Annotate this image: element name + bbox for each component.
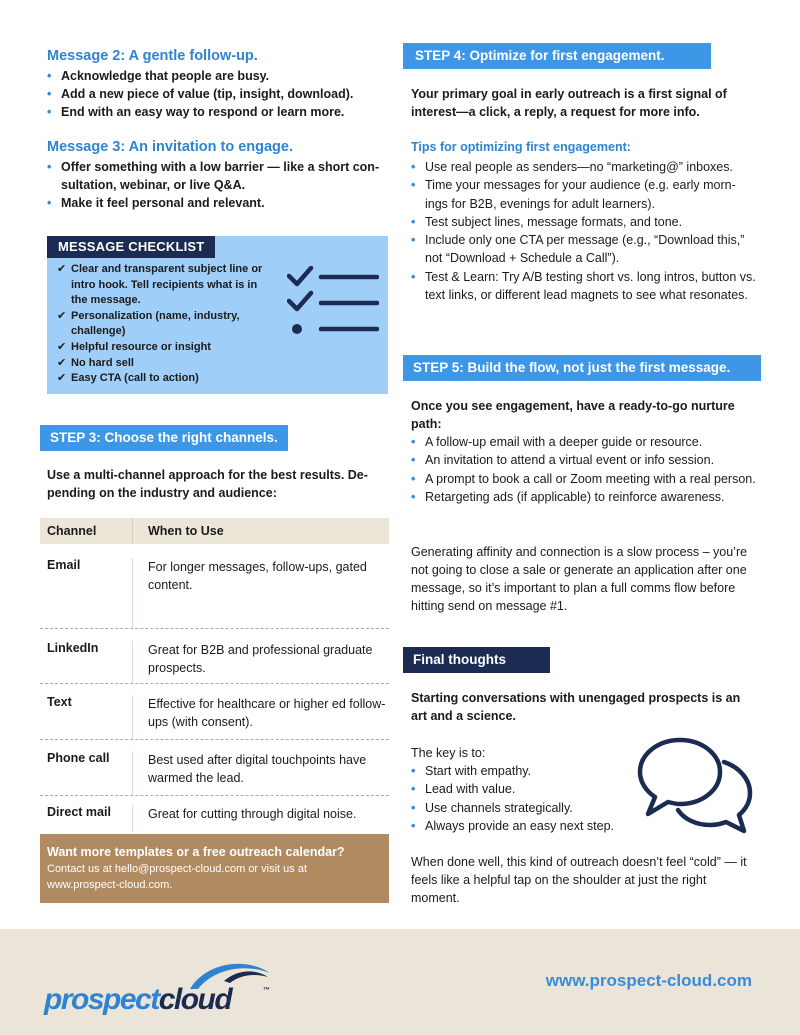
channel-name: Text bbox=[47, 695, 72, 709]
message3-section bbox=[47, 139, 387, 212]
list-item: • Use real people as senders—no “marketing@” inboxes. bbox=[411, 158, 756, 176]
cta-box bbox=[40, 834, 389, 903]
step3-badge: STEP 3: Choose the right channels. bbox=[40, 425, 288, 451]
tips-list bbox=[411, 158, 756, 304]
list-item: • End with an easy way to respond or learn more. bbox=[47, 103, 387, 121]
final-badge: Final thoughts bbox=[403, 647, 550, 673]
check-icon: ✔ bbox=[57, 263, 67, 275]
list-item: • An invitation to attend a virtual event or info session. bbox=[411, 451, 756, 469]
step5-list bbox=[411, 433, 756, 506]
checklist-item: ✔ No hard sell bbox=[57, 356, 267, 372]
footer bbox=[0, 929, 800, 1035]
step5-intro: Once you see engagement, have a ready-to-go nurture path: bbox=[411, 399, 735, 431]
message2-section bbox=[47, 48, 387, 121]
message2-title: Message 2: A gentle follow-up. bbox=[47, 48, 258, 64]
step4-badge: STEP 4: Optimize for first engagement. bbox=[403, 43, 711, 69]
cta-text[interactable]: Contact us at hello@prospect-cloud.com or visit us at www.prospect-cloud.com. bbox=[47, 863, 308, 891]
channel-use: For longer messages, follow-ups, gated content. bbox=[132, 558, 389, 628]
message3-title: Message 3: An invitation to engage. bbox=[47, 139, 294, 155]
list-item: • Lead with value. bbox=[411, 780, 641, 798]
list-item: • A prompt to book a call or Zoom meeting with a real person. bbox=[411, 470, 756, 488]
list-item: • Add a new piece of value (tip, insight, download). bbox=[47, 85, 387, 103]
final-key: The key is to: bbox=[411, 746, 486, 760]
tips-title: Tips for optimizing first engagement: bbox=[411, 140, 631, 154]
checklist-item: ✔ Helpful resource or insight bbox=[57, 340, 267, 356]
channel-use: Effective for healthcare or higher ed follow-ups (with consent). bbox=[132, 695, 389, 739]
list-item: • Offer something with a low barrier — like a short con-sultation, webinar, or live Q&A. bbox=[47, 158, 387, 194]
channel-name: Phone call bbox=[47, 751, 110, 765]
list-item: • Test & Learn: Try A/B testing short vs. long intros, button vs. text links, or different lead magnets to see what resonates. bbox=[411, 268, 756, 305]
checklist-icon bbox=[287, 266, 379, 342]
cta-title: Want more templates or a free outreach calendar? bbox=[47, 845, 345, 859]
channel-use: Best used after digital touchpoints have warmed the lead. bbox=[132, 751, 389, 795]
table-row bbox=[40, 740, 389, 796]
check-icon: ✔ bbox=[57, 372, 67, 385]
channel-name: Direct mail bbox=[47, 805, 111, 819]
table-row bbox=[40, 629, 389, 684]
check-icon: ✔ bbox=[57, 309, 67, 322]
checklist-items bbox=[57, 262, 267, 387]
channel-name: LinkedIn bbox=[47, 641, 99, 655]
list-item: • Include only one CTA per message (e.g., “Download this,” not “Download + Schedule a Call”). bbox=[411, 231, 756, 268]
header-channel: Channel bbox=[47, 524, 97, 538]
channel-table bbox=[40, 518, 389, 832]
checklist-title: MESSAGE CHECKLIST bbox=[47, 236, 215, 258]
list-item: • Always provide an easy next step. bbox=[411, 817, 641, 835]
logo-part-cloud: cloud bbox=[158, 983, 232, 1016]
final-intro: Starting conversations with unengaged prospects is an art and a science. bbox=[411, 691, 741, 723]
list-item: • Test subject lines, message formats, and tone. bbox=[411, 213, 756, 231]
list-item: • Use channels strategically. bbox=[411, 799, 641, 817]
table-row bbox=[40, 796, 389, 832]
channel-name: Email bbox=[47, 558, 81, 572]
final-list bbox=[411, 762, 641, 835]
list-item: • Time your messages for your audience (e.g. early morn-ings for B2B, evenings for adult learners). bbox=[411, 176, 756, 213]
step5-badge: STEP 5: Build the flow, not just the first message. bbox=[403, 355, 761, 381]
checklist-item: ✔ Clear and transparent subject line or intro hook. Tell recipients what is in the message. bbox=[57, 263, 263, 307]
message-checklist bbox=[47, 236, 388, 394]
logo-wordmark bbox=[44, 983, 231, 1017]
trademark-symbol: ™ bbox=[263, 987, 270, 994]
check-icon: ✔ bbox=[57, 340, 67, 353]
list-item: • Make it feel personal and relevant. bbox=[47, 194, 387, 212]
table-row bbox=[40, 544, 389, 629]
prospect-cloud-logo[interactable] bbox=[44, 959, 284, 1019]
header-when-to-use: When to Use bbox=[132, 518, 389, 544]
step5-paragraph: Generating affinity and connection is a slow process – you’re not going to close a sale or generate an application after one message, so it’s important to plan a full comms flow before hitting send on message #1. bbox=[411, 545, 748, 613]
table-row bbox=[40, 684, 389, 740]
table-header bbox=[40, 518, 389, 544]
list-item: • A follow-up email with a deeper guide or resource. bbox=[411, 433, 756, 451]
chat-bubbles-icon bbox=[636, 736, 754, 834]
list-item: • Acknowledge that people are busy. bbox=[47, 67, 387, 85]
message3-list bbox=[47, 158, 387, 212]
list-item: • Retargeting ads (if applicable) to reinforce awareness. bbox=[411, 488, 756, 506]
footer-url-link[interactable]: www.prospect-cloud.com bbox=[545, 971, 752, 990]
message2-list bbox=[47, 67, 387, 121]
final-closing: When done well, this kind of outreach doesn’t feel “cold” — it feels like a helpful tap on the shoulder at just the right moment. bbox=[411, 855, 747, 905]
channel-use: Great for B2B and professional graduate prospects. bbox=[132, 641, 389, 683]
checklist-item: ✔ Easy CTA (call to action) bbox=[57, 371, 267, 387]
channel-use: Great for cutting through digital noise. bbox=[132, 805, 389, 832]
logo-part-prospect: prospect bbox=[44, 983, 159, 1016]
list-item: • Start with empathy. bbox=[411, 762, 641, 780]
step3-intro: Use a multi-channel approach for the best results. De-pending on the industry and audience: bbox=[47, 468, 368, 500]
checklist-item: ✔ Personalization (name, industry, challenge) bbox=[57, 309, 240, 338]
step4-intro: Your primary goal in early outreach is a first signal of interest—a click, a reply, a request for more info. bbox=[411, 87, 727, 119]
check-icon: ✔ bbox=[57, 356, 67, 369]
